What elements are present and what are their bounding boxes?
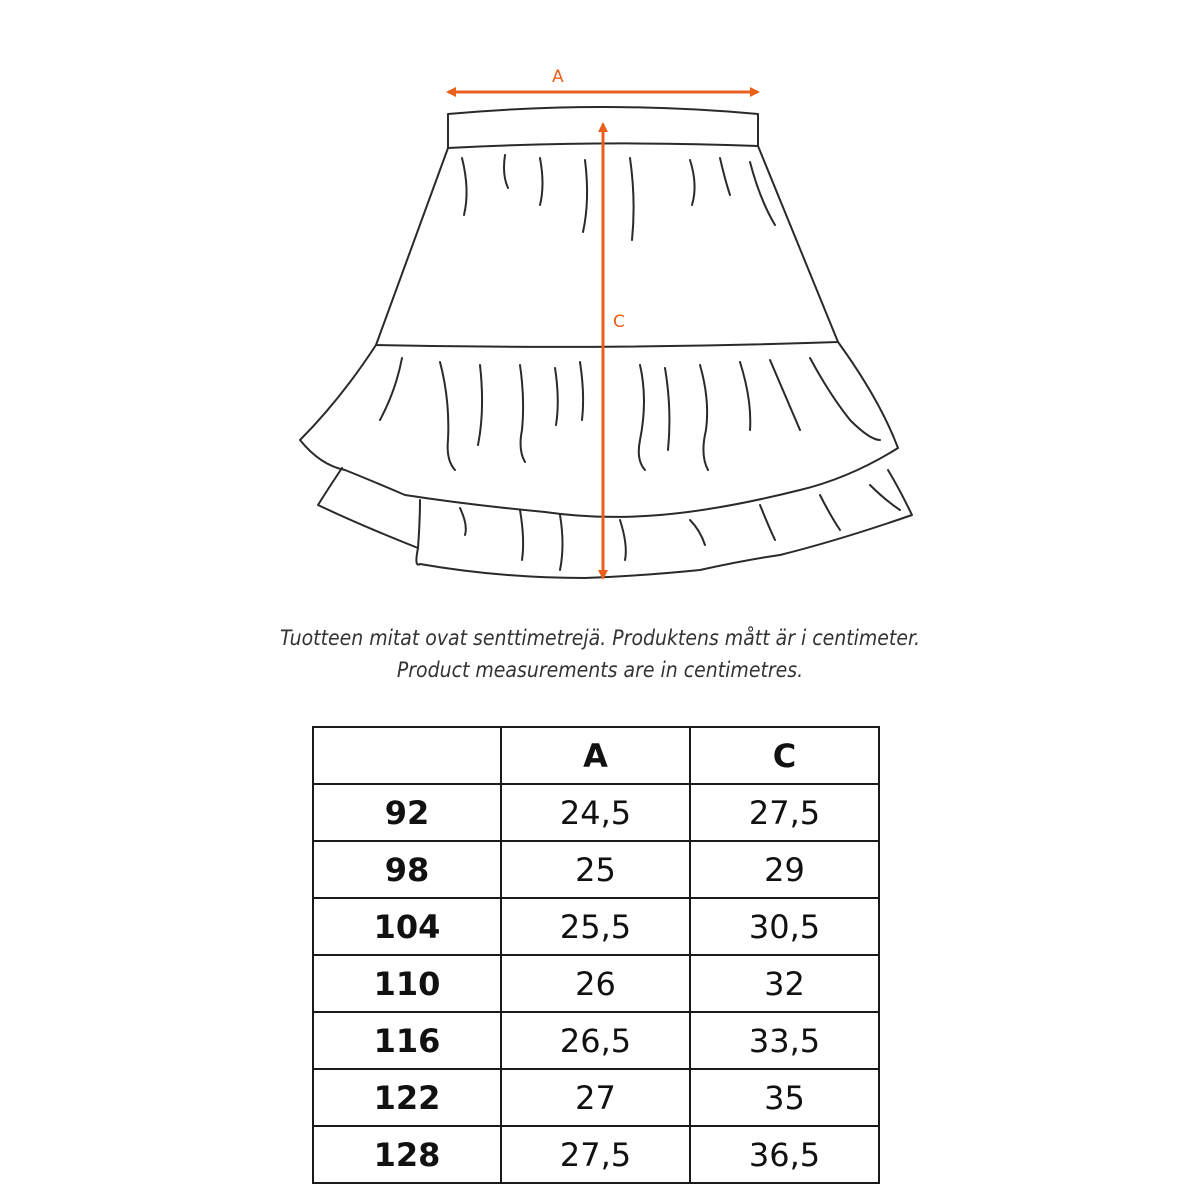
size-cell: 92 bbox=[313, 784, 501, 841]
header-c: C bbox=[690, 727, 879, 784]
table-row bbox=[313, 955, 879, 1012]
measure-a-cell: 26 bbox=[501, 955, 690, 1012]
note-line-1: Tuotteen mitat ovat senttimetrejä. Produktens mått är i centimeter. bbox=[279, 626, 921, 650]
measure-a-cell: 27,5 bbox=[501, 1126, 690, 1183]
measure-c-cell: 30,5 bbox=[690, 898, 879, 955]
table-row bbox=[313, 1012, 879, 1069]
table-row bbox=[313, 1069, 879, 1126]
measure-a-cell: 25 bbox=[501, 841, 690, 898]
measure-a-cell: 26,5 bbox=[501, 1012, 690, 1069]
note-line-2: Product measurements are in centimetres. bbox=[396, 658, 804, 682]
upper-panel bbox=[376, 146, 838, 347]
measure-c-cell: 35 bbox=[690, 1069, 879, 1126]
measure-c-cell: 27,5 bbox=[690, 784, 879, 841]
header-a: A bbox=[501, 727, 690, 784]
header-size bbox=[313, 727, 501, 784]
size-cell: 110 bbox=[313, 955, 501, 1012]
table-row bbox=[313, 1126, 879, 1183]
measure-a-cell: 24,5 bbox=[501, 784, 690, 841]
size-cell: 128 bbox=[313, 1126, 501, 1183]
measure-c-cell: 32 bbox=[690, 955, 879, 1012]
dimension-a-label: A bbox=[552, 67, 564, 87]
measure-c-cell: 29 bbox=[690, 841, 879, 898]
measure-a-cell: 27 bbox=[501, 1069, 690, 1126]
measure-c-cell: 36,5 bbox=[690, 1126, 879, 1183]
size-cell: 122 bbox=[313, 1069, 501, 1126]
table-row bbox=[313, 784, 879, 841]
skirt-outline bbox=[300, 107, 912, 578]
table-header-row bbox=[313, 727, 879, 784]
size-chart-table bbox=[312, 726, 880, 1184]
size-cell: 98 bbox=[313, 841, 501, 898]
measurement-note bbox=[60, 622, 1140, 686]
measure-c-cell: 33,5 bbox=[690, 1012, 879, 1069]
table-row bbox=[313, 898, 879, 955]
size-cell: 104 bbox=[313, 898, 501, 955]
size-cell: 116 bbox=[313, 1012, 501, 1069]
table-row bbox=[313, 841, 879, 898]
measure-a-cell: 25,5 bbox=[501, 898, 690, 955]
upper-ruffle bbox=[300, 342, 898, 517]
dimension-c-label: C bbox=[613, 312, 625, 332]
